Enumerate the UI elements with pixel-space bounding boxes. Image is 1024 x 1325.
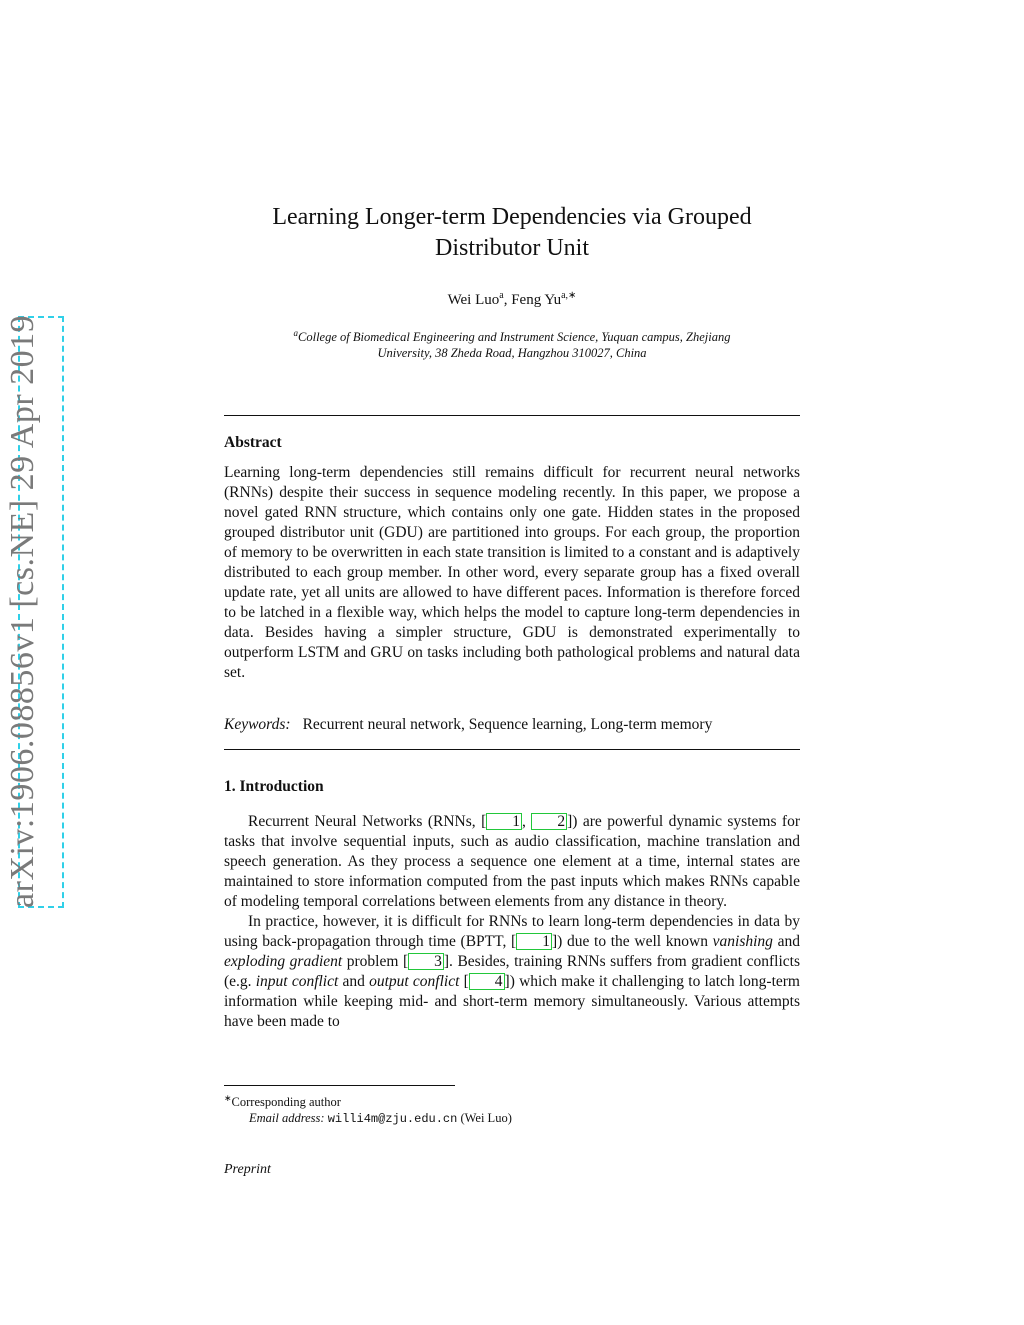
author-affiliation-mark: a: [499, 290, 504, 301]
text-run: ]) which make it challenging to latch long-term information while keeping mid- and short-term memory simultaneously. Various attempts have been made to: [224, 973, 800, 1030]
affiliation-text: College of Biomedical Engineering and Instrument Science, Yuquan campus, Zhejiang: [298, 330, 731, 345]
abstract-top-rule: [224, 415, 800, 416]
text-run: ]) due to the well known: [551, 933, 713, 950]
emphasis-text: exploding gradient: [224, 953, 343, 970]
citation-link[interactable]: 1: [486, 813, 522, 830]
affiliation-line-1: [224, 325, 800, 345]
footnote-line-2: [224, 1110, 800, 1127]
introduction-body: [224, 812, 800, 1032]
affiliation: [224, 325, 800, 361]
text-run: Recurrent Neural Networks (RNNs, [: [248, 813, 487, 830]
citation-link[interactable]: 4: [469, 973, 505, 990]
author-name: Feng Yu: [511, 292, 562, 308]
abstract-paragraph: Learning long-term dependencies still remains difficult for recurrent neural networks (RNNs) despite their success in sequence modeling recently. In this paper, we propose a novel gated RNN structure, which contains only one gate. Hidden states in the proposed grouped distributor unit (GDU) are partitioned into groups. For each group, the proportion of memory to be overwritten in each state transition is limited to a constant and is adaptively distributed to each group member. In other word, every separate group has a fixed overall update rate, yet all units are allowed to have different paces. Information is therefore forced to be latched in a flexible way, which helps the model to capture long-term dependencies in data. Besides having a simpler structure, GDU is demonstrated experimentally to outperform LSTM and GRU on tasks including both pathological problems and natural data set.: [224, 464, 800, 681]
text-run: [: [459, 973, 469, 990]
citation-link[interactable]: 3: [408, 953, 444, 970]
arxiv-stamp-text: arXiv:1906.08856v1 [cs.NE] 29 Apr 2019: [4, 314, 41, 908]
author-affiliation-mark: a,∗: [561, 290, 577, 301]
text-run: ]. Besides, training RNNs suffers from gradient conflicts (e.g.: [224, 953, 800, 990]
title-line-1: Learning Longer-term Dependencies via Grouped: [272, 204, 752, 230]
intro-paragraph-1: [224, 812, 800, 912]
intro-paragraph-2: [224, 912, 800, 1032]
text-run: problem [: [342, 953, 409, 970]
keywords-text: Recurrent neural network, Sequence learning, Long-term memory: [302, 716, 713, 733]
text-run: and: [772, 933, 800, 950]
footnote-text: Corresponding author: [231, 1095, 341, 1110]
emphasis-text: output conflict: [369, 973, 460, 990]
emphasis-text: input conflict: [255, 973, 339, 990]
email-label: Email address:: [249, 1111, 325, 1126]
email-address[interactable]: willi4m@zju.edu.cn: [327, 1112, 458, 1127]
text-run: ]) are powerful dynamic systems for tasks that involve sequential inputs, such as audio classification, machine translation and speech generation. As they process a sequence one element at a time, internal states are maintained to store information computed from the past inputs which makes RNNs capable of modeling temporal correlations between elements from any distance in theory.: [224, 813, 800, 910]
author-list: [224, 290, 800, 309]
preprint-label: Preprint: [224, 1162, 271, 1177]
affiliation-mark: a: [293, 328, 299, 338]
abstract-bottom-rule: [224, 749, 800, 750]
emphasis-text: vanishing: [712, 933, 773, 950]
footnote: [224, 1090, 800, 1127]
footnote-rule: [224, 1085, 455, 1086]
author-name: Wei Luo: [447, 292, 500, 308]
email-owner: (Wei Luo): [460, 1111, 512, 1126]
keywords-label: Keywords:: [224, 716, 291, 733]
text-run: and: [338, 973, 370, 990]
keywords: [224, 716, 800, 734]
author-separator: ,: [503, 292, 512, 308]
text-run: ,: [522, 813, 532, 830]
affiliation-line-2: University, 38 Zheda Road, Hangzhou 310027, China: [377, 346, 647, 361]
abstract-body: [224, 463, 800, 683]
text-run: In practice, however, it is difficult for RNNs to learn long-term dependencies in data by using back-propagation through time (BPTT, [: [224, 913, 800, 950]
title-line-2: Distributor Unit: [435, 235, 589, 261]
abstract-heading: Abstract: [224, 434, 282, 451]
introduction-heading: 1. Introduction: [224, 778, 324, 795]
footnote-mark: ∗: [224, 1093, 232, 1103]
citation-link[interactable]: 2: [531, 813, 567, 830]
footnote-line-1: [224, 1090, 800, 1110]
citation-link[interactable]: 1: [516, 933, 552, 950]
paper-title: [224, 202, 800, 264]
